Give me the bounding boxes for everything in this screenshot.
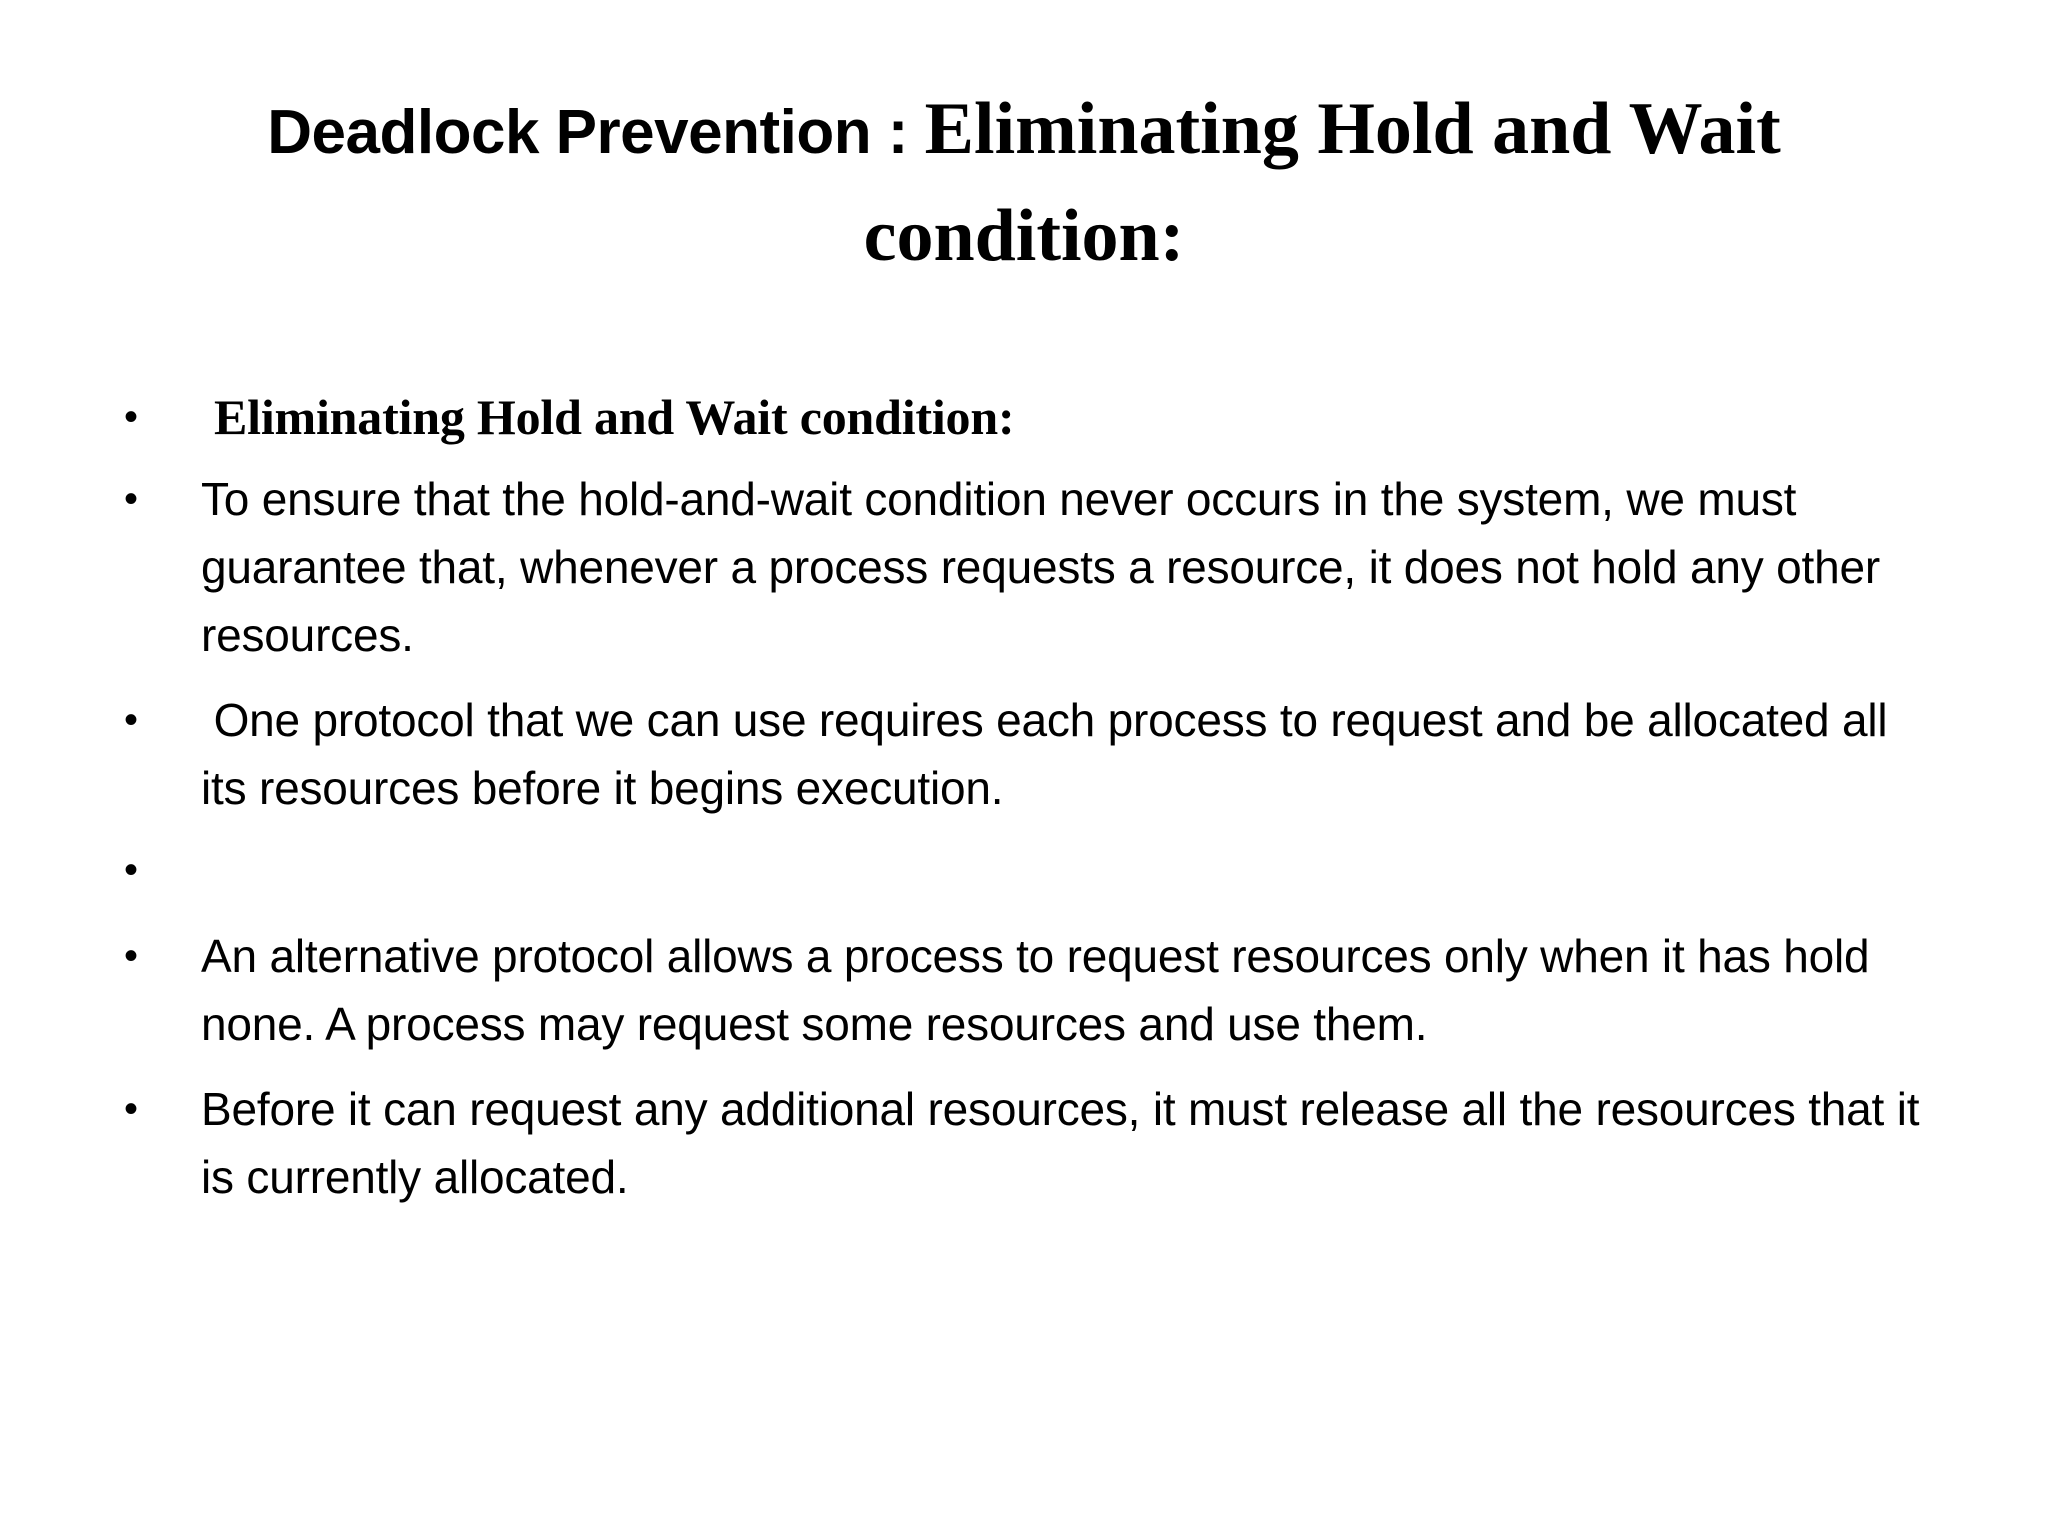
bullet-heading: Eliminating Hold and Wait condition: — [214, 389, 1015, 445]
bullet-text: One protocol that we can use requires each process to request and be allocated all its resources before it begins execution. — [201, 694, 1901, 814]
title-part-2: Eliminating Hold and Wait condition: — [863, 88, 1781, 277]
bullet-marker: • — [124, 1087, 139, 1131]
bullet-text: Before it can request any additional resources, it must release all the resources that it is currently allocated. — [201, 1083, 1920, 1203]
bullet-marker: • — [124, 934, 139, 978]
bullet-marker: • — [124, 698, 139, 742]
title-part-1: Deadlock Prevention : — [267, 98, 925, 167]
bullet-text: An alternative protocol allows a process to request resources only when it has hold none. A process may request some resources and use them. — [201, 930, 1870, 1050]
bullet-marker: • — [124, 477, 139, 521]
bullet-marker: • — [124, 848, 139, 892]
bullet-marker: • — [124, 395, 139, 439]
bullet-text: To ensure that the hold-and-wait condition never occurs in the system, we must guarantee that, whenever a process requests a resource, it does not hold any other resources. — [201, 473, 1880, 661]
